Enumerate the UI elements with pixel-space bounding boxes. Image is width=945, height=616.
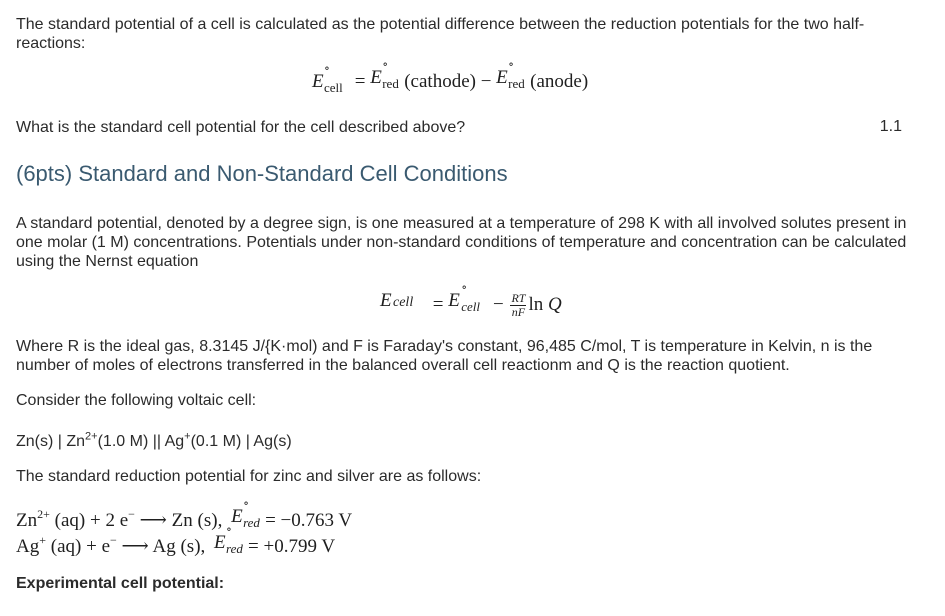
where-paragraph: Where R is the ideal gas, 8.3145 J/{K·mol) and F is Faraday's constant, 96,485 C/mol, T is temperature in Kelvin, n is the number of moles of electrons transferred in the balanced overall cell reactionm and Q is the reaction quotient.	[16, 338, 873, 374]
question-number: 1.1	[879, 118, 902, 135]
e-red-cathode-term: E ∘ red	[370, 57, 399, 91]
arrow-icon: ⟶	[134, 510, 172, 531]
cell-potential-equation: E ∘ cell = E ∘ red (cathode) − E ∘ red (anode)	[312, 57, 589, 95]
zinc-half-reaction: $Zn^{2+}$ (aq) + 2 e− ⟶ Zn (s), E ∘ red = −0.763 V	[16, 496, 353, 531]
nernst-equation: E cell = E ∘ cell − $\frac{RT}{nF}$ ln Q	[380, 280, 562, 320]
e-cell-term: E ∘ cell	[312, 61, 343, 95]
standard-paragraph: A standard potential, denoted by a degree sign, is one measured at a temperature of 298 K with all involved solutes present in one molar (1 M) concentrations. Potentials under non-standard conditions of temperature and concentration can be calculated using the Nernst equation	[16, 215, 907, 270]
section-heading: (6pts) Standard and Non-Standard Cell Conditions	[16, 161, 508, 186]
question-text: What is the standard cell potential for the cell described above?	[16, 119, 466, 136]
silver-half-reaction: Ag+ (aq) + e− ⟶ Ag (s), E ∘ red = +0.799 V	[16, 522, 336, 557]
rt-over-nf-fraction: $\frac{RT}{nF}$	[511, 291, 526, 320]
intro-paragraph: The standard potential of a cell is calculated as the potential difference between the reduction potentials for the two half-reactions:	[16, 16, 865, 52]
e-cell-term: E cell	[380, 290, 414, 311]
e-standard-cell-term: E ∘ cell	[448, 280, 480, 314]
cell-notation: Zn(s) | $Zn^{2+}(1.0$ M) || Ag+(0.1 M) | Ag(s)	[16, 430, 292, 450]
consider-text: Consider the following voltaic cell:	[16, 392, 257, 409]
experimental-label: Experimental cell potential:	[16, 575, 225, 592]
arrow-icon: ⟶	[116, 536, 153, 557]
e-red-anode-term: E ∘ red	[496, 57, 525, 91]
reduction-intro: The standard reduction potential for zinc and silver are as follows:	[16, 468, 482, 485]
